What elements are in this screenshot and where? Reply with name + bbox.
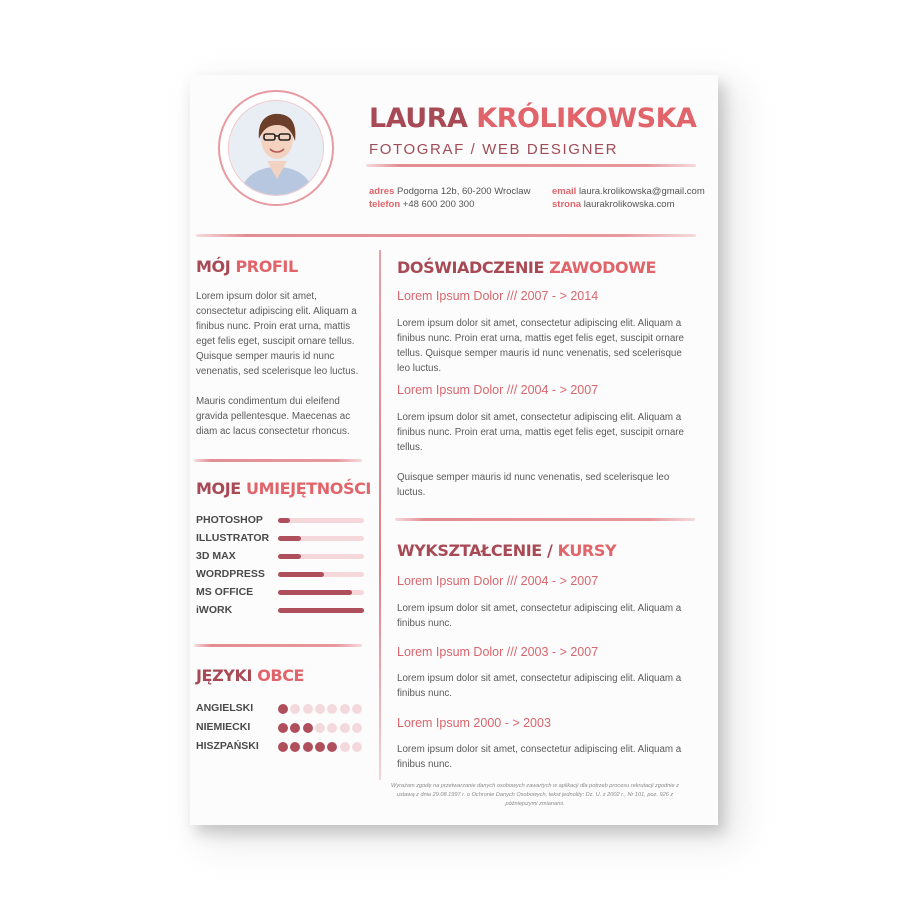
experience-heading-b: ZAWODOWE [549, 258, 656, 277]
skill-level-fill [278, 518, 290, 523]
skill-label: ILLUSTRATOR [196, 532, 270, 544]
profile-divider [194, 459, 362, 462]
skill-level-bar [278, 572, 364, 577]
skill-level-bar [278, 536, 364, 541]
education-item-heading: Lorem Ipsum Dolor /// 2003 - > 2007 [397, 645, 599, 659]
language-level-dot [278, 742, 288, 752]
contact-left [369, 185, 530, 211]
profile-heading-b: PROFIL [235, 257, 298, 276]
language-level-dot [352, 742, 362, 752]
skills-heading-b: UMIEJĘTNOŚCI [245, 479, 371, 498]
last-name: KRÓLIKOWSKA [476, 103, 697, 134]
education-item-heading: Lorem Ipsum 2000 - > 2003 [397, 716, 551, 730]
skill-label: iWORK [196, 604, 233, 616]
column-divider [379, 250, 381, 780]
skill-level-bar [278, 608, 364, 613]
language-level-dot [303, 704, 313, 714]
skill-label: WORDPRESS [196, 568, 265, 580]
language-level-dot [278, 704, 288, 714]
experience-item-heading: Lorem Ipsum Dolor /// 2004 - > 2007 [397, 383, 599, 397]
language-level-dot [315, 723, 325, 733]
language-level-dot [290, 742, 300, 752]
profile-heading [196, 257, 298, 276]
experience-item-text: Lorem ipsum dolor sit amet, consectetur adipiscing elit. Aliquam a finibus nunc. Proin erat urna, mattis eget felis eget, suscipit ornare tellus. [397, 412, 684, 453]
skill-level-fill [278, 536, 301, 541]
phone-label: telefon [369, 199, 401, 210]
profile-heading-a: MÓJ [196, 257, 231, 276]
skill-label: 3D MAX [196, 550, 236, 562]
avatar [218, 90, 334, 206]
language-level-dot [315, 704, 325, 714]
skill-level-bar [278, 554, 364, 559]
skill-level-bar [278, 590, 364, 595]
email-label: email [552, 186, 577, 197]
skills-heading-a: MOJE [196, 479, 241, 498]
portrait-photo [228, 100, 324, 196]
language-level-dot [340, 704, 350, 714]
education-item-heading: Lorem Ipsum Dolor /// 2004 - > 2007 [397, 574, 599, 588]
resume-sheet [190, 75, 718, 825]
education-item-text: Lorem ipsum dolor sit amet, consectetur adipiscing elit. Aliquam a finibus nunc. [397, 673, 682, 699]
languages-heading-b: OBCE [257, 666, 305, 685]
address-label: adres [369, 186, 395, 197]
phone-value: +48 600 200 300 [402, 199, 475, 210]
education-heading-b: KURSY [557, 541, 617, 560]
education-heading [397, 541, 616, 560]
address-value: Podgorna 12b, 60-200 Wroclaw [397, 186, 531, 197]
language-label: HISZPAŃSKI [196, 740, 259, 752]
job-title: FOTOGRAF / WEB DESIGNER [369, 141, 619, 158]
education-item-text: Lorem ipsum dolor sit amet, consectetur adipiscing elit. Aliquam a finibus nunc. [397, 603, 682, 629]
language-level-dot [340, 723, 350, 733]
languages-heading [196, 666, 304, 685]
skill-level-fill [278, 572, 324, 577]
languages-heading-a: JĘZYKI [196, 666, 253, 685]
language-level-dot [327, 742, 337, 752]
email-value: laura.krolikowska@gmail.com [578, 186, 705, 197]
skill-level-fill [278, 554, 301, 559]
language-level-dot [278, 723, 288, 733]
language-level-dot [340, 742, 350, 752]
profile-paragraph-2: Mauris condimentum dui eleifend gravida pellentesque. Maecenas ac diam ac lacus consectetur rhoncus. [196, 396, 351, 437]
language-level-dot [315, 742, 325, 752]
header-divider [366, 164, 696, 167]
language-label: NIEMIECKI [196, 721, 251, 733]
language-level-dot [303, 742, 313, 752]
language-level-dot [352, 704, 362, 714]
language-label: ANGIELSKI [196, 702, 254, 714]
experience-heading-a: DOŚWIADCZENIE [397, 258, 545, 277]
education-item-text: Lorem ipsum dolor sit amet, consectetur adipiscing elit. Aliquam a finibus nunc. [397, 744, 682, 770]
skill-level-fill [278, 590, 352, 595]
language-level-dot [352, 723, 362, 733]
gdpr-consent-note: Wyrażam zgodę na przetwarzanie danych osobowych zawartych w aplikacji dla potrzeb procesu rekrutacji zgodnie z ustawą z dnia 29.08.1997 r. o Ochronie Danych Osobowych, tekst jednolity: Dz. U. z 2002 r., Nr 101, poz. 926 z późniejszymi zmianami. [391, 783, 679, 807]
skills-heading [196, 479, 371, 498]
web-value: laurakrolikowska.com [583, 199, 675, 210]
language-level-dot [327, 723, 337, 733]
language-level-dot [303, 723, 313, 733]
language-level-dot [290, 723, 300, 733]
web-label: strona [552, 199, 582, 210]
skill-level-bar [278, 518, 364, 523]
section-divider-top [196, 234, 696, 237]
experience-divider [395, 518, 695, 521]
skill-level-fill [278, 608, 364, 613]
language-level-dot [290, 704, 300, 714]
candidate-name [369, 103, 696, 134]
profile-paragraph-1: Lorem ipsum dolor sit amet, consectetur adipiscing elit. Aliquam a finibus nunc. Proin erat urna, mattis eget felis eget, suscipit ornare tellus. Quisque semper mauris id nunc venenatis, sed scelerisque leo luctus. [196, 291, 359, 377]
experience-item-text-2: Quisque semper mauris id nunc venenatis, sed scelerisque leo luctus. [397, 472, 670, 498]
skills-divider [194, 644, 362, 647]
skill-label: PHOTOSHOP [196, 514, 263, 526]
experience-item-heading: Lorem Ipsum Dolor /// 2007 - > 2014 [397, 289, 599, 303]
education-heading-a: WYKSZTAŁCENIE / [397, 541, 553, 560]
first-name: LAURA [369, 103, 468, 134]
language-level-dot [327, 704, 337, 714]
contact-right [552, 185, 705, 211]
experience-heading [397, 258, 656, 277]
skill-label: MS OFFICE [196, 586, 254, 598]
experience-item-text: Lorem ipsum dolor sit amet, consectetur adipiscing elit. Aliquam a finibus nunc. Proin erat urna, mattis eget felis eget, suscipit ornare tellus. Quisque semper mauris id nunc venenatis, sed scelerisque leo luctus. [397, 318, 684, 374]
